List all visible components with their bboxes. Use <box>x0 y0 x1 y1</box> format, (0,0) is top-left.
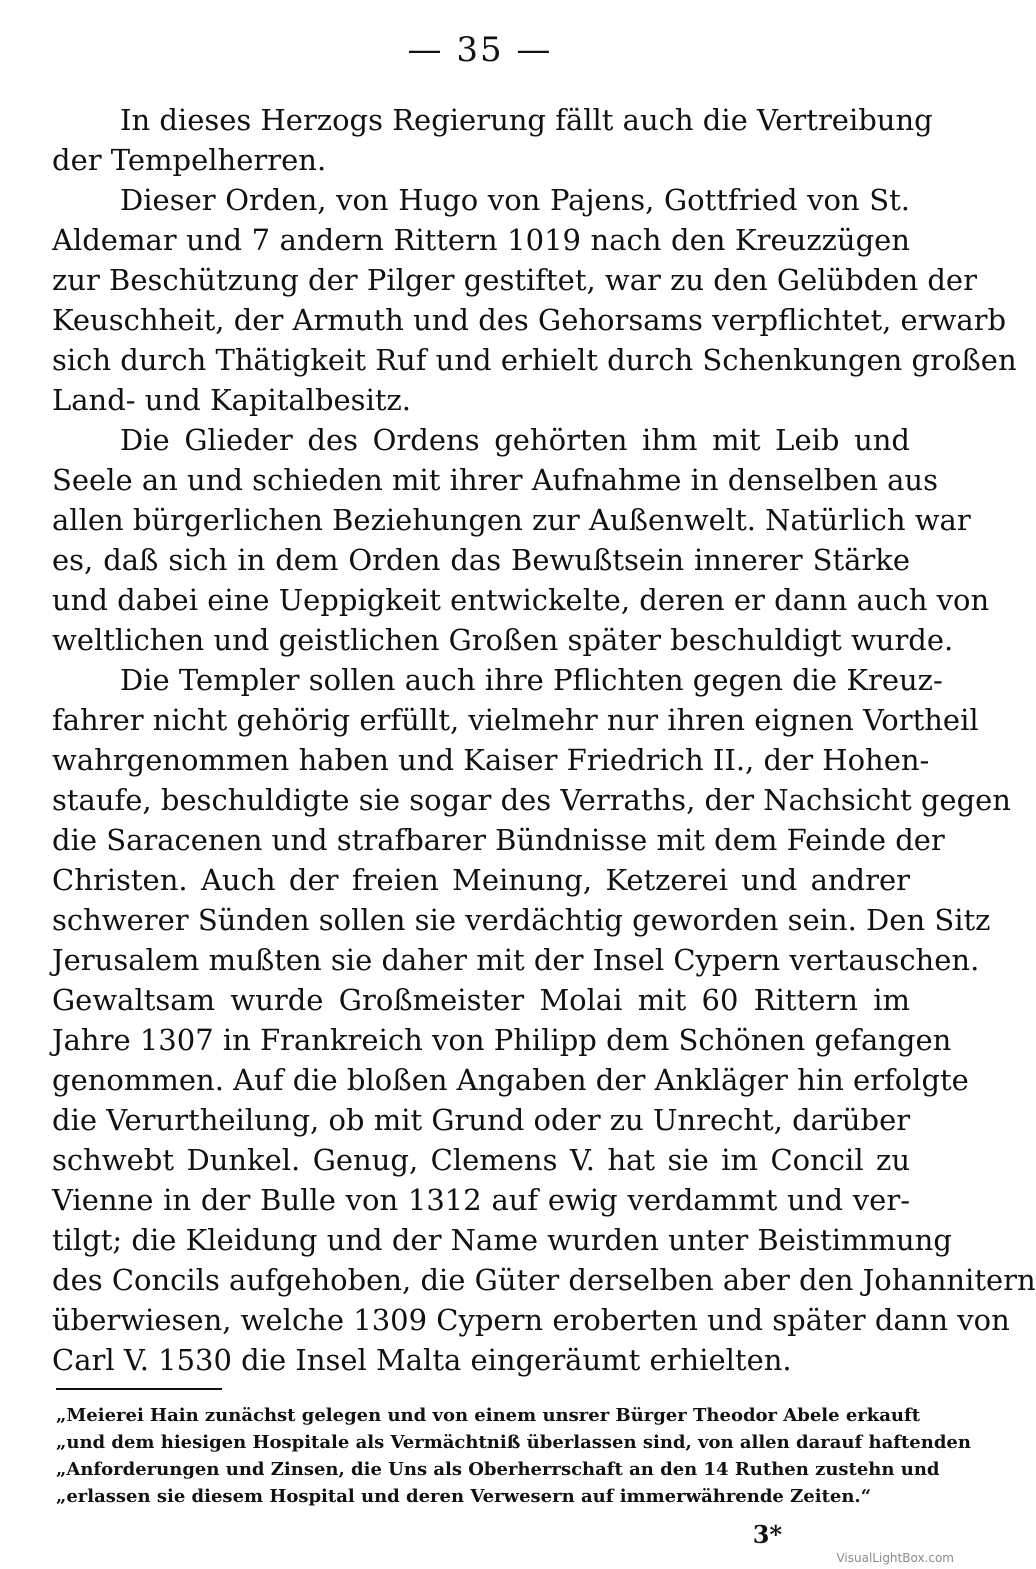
text-line: Vienne in der Bulle von 1312 auf ewig verdammt und ver- <box>52 1183 910 1217</box>
footnote-line: „Anforderungen und Zinsen, die Uns als Oberherrschaft an den 14 Ruthen zustehn und <box>56 1459 940 1480</box>
text-line: zur Beschützung der Pilger gestiftet, war zu den Gelübden der <box>52 263 977 297</box>
text-line: wahrgenommen haben und Kaiser Friedrich II., der Hohen- <box>52 743 930 777</box>
text-line: Aldemar und 7 andern Rittern 1019 nach den Kreuzzügen <box>52 223 910 257</box>
text-line: sich durch Thätigkeit Ruf und erhielt durch Schenkungen großen <box>52 343 1017 377</box>
watermark: VisualLightBox.com <box>836 1551 954 1565</box>
text-line: Die Glieder des Ordens gehörten ihm mit Leib und <box>120 423 910 457</box>
footnote <box>56 1402 971 1510</box>
text-line: die Saracenen und strafbarer Bündnisse mit dem Feinde der <box>52 823 945 857</box>
text-line: schwerer Sünden sollen sie verdächtig geworden sein. Den Sitz <box>52 903 991 937</box>
text-line: Keuschheit, der Armuth und des Gehorsams verpflichtet, erwarb <box>52 303 1007 337</box>
text-line: In dieses Herzogs Regierung fällt auch die Vertreibung <box>120 103 933 137</box>
footnote-line: „erlassen sie diesem Hospital und deren Verwesern auf immerwährende Zeiten.“ <box>56 1486 872 1507</box>
text-line: Christen. Auch der freien Meinung, Ketzerei und andrer <box>52 863 910 897</box>
text-line: weltlichen und geistlichen Großen später beschuldigt wurde. <box>52 623 954 657</box>
text-line: Seele an und schieden mit ihrer Aufnahme in denselben aus <box>52 463 938 497</box>
text-line: der Tempelherren. <box>52 143 327 177</box>
text-line: des Concils aufgehoben, die Güter derselben aber den Johannitern <box>52 1263 1036 1297</box>
text-line: genommen. Auf die bloßen Angaben der Ankläger hin erfolgte <box>52 1063 969 1097</box>
text-line: staufe, beschuldigte sie sogar des Verraths, der Nachsicht gegen <box>52 783 1011 817</box>
text-line: Gewaltsam wurde Großmeister Molai mit 60 Rittern im <box>52 983 910 1017</box>
text-line: fahrer nicht gehörig erfüllt, vielmehr nur ihren eignen Vortheil <box>52 703 979 737</box>
text-line: Die Templer sollen auch ihre Pflichten gegen die Kreuz- <box>120 663 943 697</box>
footnote-divider <box>56 1388 222 1390</box>
footnote-line: „und dem hiesigen Hospitale als Vermächtniß überlassen sind, von allen darauf haftenden <box>56 1432 971 1453</box>
text-line: die Verurtheilung, ob mit Grund oder zu Unrecht, darüber <box>52 1103 911 1137</box>
text-line: es, daß sich in dem Orden das Bewußtsein innerer Stärke <box>52 543 910 577</box>
text-line: Jerusalem mußten sie daher mit der Insel Cypern vertauschen. <box>52 943 980 977</box>
text-line: Dieser Orden, von Hugo von Pajens, Gottfried von St. <box>120 183 910 217</box>
text-line: und dabei eine Ueppigkeit entwickelte, deren er dann auch von <box>52 583 990 617</box>
main-text <box>52 100 1036 1380</box>
text-line: tilgt; die Kleidung und der Name wurden unter Beistimmung <box>52 1223 952 1257</box>
footnote-line: „Meierei Hain zunächst gelegen und von einem unsrer Bürger Theodor Abele erkauft <box>56 1405 921 1426</box>
signature-mark: 3* <box>752 1520 782 1549</box>
text-line: Jahre 1307 in Frankreich von Philipp dem Schönen gefangen <box>52 1023 952 1057</box>
text-line: schwebt Dunkel. Genug, Clemens V. hat sie im Concil zu <box>52 1143 910 1177</box>
text-line: Land- und Kapitalbesitz. <box>52 383 411 417</box>
text-line: allen bürgerlichen Beziehungen zur Außenwelt. Natürlich war <box>52 503 971 537</box>
page-number: — 35 — <box>407 30 553 70</box>
text-line: überwiesen, welche 1309 Cypern eroberten und später dann von <box>52 1303 1010 1337</box>
text-line: Carl V. 1530 die Insel Malta eingeräumt erhielten. <box>52 1343 792 1377</box>
